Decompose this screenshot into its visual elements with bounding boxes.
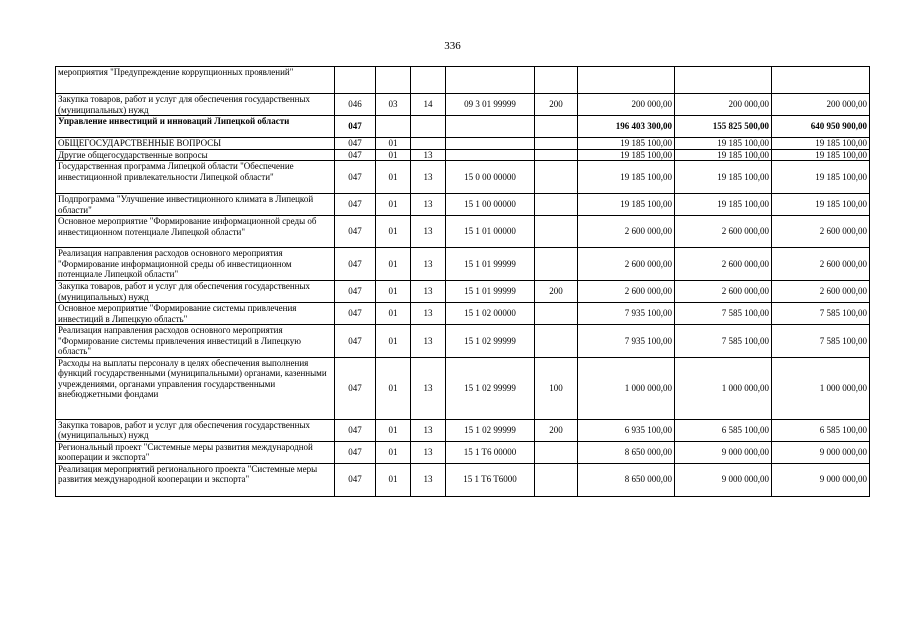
ministry-code: 047	[335, 463, 376, 496]
amount-year3: 9 000 000,00	[772, 441, 870, 463]
amount-year3: 19 185 100,00	[772, 161, 870, 194]
amount-year2: 19 185 100,00	[675, 149, 772, 161]
amount-year2: 7 585 100,00	[675, 303, 772, 325]
ministry-code: 047	[335, 194, 376, 216]
ministry-code: 047	[335, 325, 376, 358]
expense-type-code	[535, 216, 578, 248]
amount-year3: 19 185 100,00	[772, 138, 870, 150]
amount-year1: 196 403 300,00	[578, 116, 675, 138]
table-row	[56, 138, 870, 150]
expense-type-code: 200	[535, 419, 578, 441]
amount-year2	[675, 67, 772, 94]
amount-year3: 19 185 100,00	[772, 149, 870, 161]
row-name: Реализация мероприятий регионального проекта "Системные меры развития международной кооперации и экспорта"	[56, 463, 335, 496]
table-row	[56, 116, 870, 138]
section-code: 01	[376, 357, 411, 419]
amount-year3: 640 950 900,00	[772, 116, 870, 138]
table-row	[56, 441, 870, 463]
amount-year1: 1 000 000,00	[578, 357, 675, 419]
ministry-code: 046	[335, 94, 376, 116]
subsection-code: 13	[411, 463, 446, 496]
table-row	[56, 216, 870, 248]
amount-year3: 1 000 000,00	[772, 357, 870, 419]
ministry-code: 047	[335, 303, 376, 325]
subsection-code	[411, 138, 446, 150]
target-code: 15 0 00 00000	[446, 161, 535, 194]
amount-year1: 2 600 000,00	[578, 248, 675, 281]
row-name: Государственная программа Липецкой области "Обеспечение инвестиционной привлекательности Липецкой области"	[56, 161, 335, 194]
amount-year3: 2 600 000,00	[772, 281, 870, 303]
target-code: 15 1 02 99999	[446, 419, 535, 441]
ministry-code: 047	[335, 216, 376, 248]
target-code: 15 1 01 99999	[446, 281, 535, 303]
target-code: 15 1 01 00000	[446, 216, 535, 248]
expense-type-code	[535, 463, 578, 496]
table-row	[56, 419, 870, 441]
table-row	[56, 161, 870, 194]
table-row	[56, 194, 870, 216]
expense-type-code	[535, 161, 578, 194]
expense-type-code	[535, 149, 578, 161]
row-name: Закупка товаров, работ и услуг для обеспечения государственных (муниципальных) нужд	[56, 94, 335, 116]
ministry-code: 047	[335, 248, 376, 281]
subsection-code: 13	[411, 303, 446, 325]
table-row	[56, 248, 870, 281]
section-code: 01	[376, 441, 411, 463]
row-name: Расходы на выплаты персоналу в целях обеспечения выполнения функций государственными (муниципальными) органами, казенными учреждениями, органами управления государственными внебюджетными фондами	[56, 357, 335, 419]
amount-year2: 19 185 100,00	[675, 161, 772, 194]
row-name: Закупка товаров, работ и услуг для обеспечения государственных (муниципальных) нужд	[56, 419, 335, 441]
amount-year1: 2 600 000,00	[578, 281, 675, 303]
row-name: Основное мероприятие "Формирование системы привлечения инвестиций в Липецкую область"	[56, 303, 335, 325]
target-code	[446, 116, 535, 138]
table-row	[56, 94, 870, 116]
table-row	[56, 67, 870, 94]
table-row	[56, 303, 870, 325]
subsection-code: 14	[411, 94, 446, 116]
section-code: 01	[376, 248, 411, 281]
amount-year3: 2 600 000,00	[772, 216, 870, 248]
row-name: Подпрограмма "Улучшение инвестиционного климата в Липецкой области"	[56, 194, 335, 216]
subsection-code: 13	[411, 419, 446, 441]
amount-year2: 2 600 000,00	[675, 248, 772, 281]
amount-year2: 7 585 100,00	[675, 325, 772, 358]
amount-year1: 19 185 100,00	[578, 149, 675, 161]
target-code	[446, 138, 535, 150]
expense-type-code	[535, 441, 578, 463]
section-code: 01	[376, 325, 411, 358]
row-name: Управление инвестиций и инноваций Липецкой области	[56, 116, 335, 138]
amount-year1: 7 935 100,00	[578, 303, 675, 325]
table-row	[56, 325, 870, 358]
section-code: 01	[376, 138, 411, 150]
budget-table	[55, 66, 870, 497]
section-code: 01	[376, 194, 411, 216]
section-code	[376, 116, 411, 138]
amount-year3: 6 585 100,00	[772, 419, 870, 441]
row-name: Реализация направления расходов основного мероприятия "Формирование информационной среды об инвестиционном потенциале Липецкой области"	[56, 248, 335, 281]
expense-type-code	[535, 67, 578, 94]
row-name: Реализация направления расходов основного мероприятия "Формирование системы привлечения инвестиций в Липецкую область"	[56, 325, 335, 358]
expense-type-code	[535, 303, 578, 325]
section-code: 01	[376, 216, 411, 248]
amount-year3	[772, 67, 870, 94]
target-code	[446, 67, 535, 94]
amount-year1: 7 935 100,00	[578, 325, 675, 358]
row-name: мероприятия "Предупреждение коррупционных проявлений"	[56, 67, 335, 94]
target-code	[446, 149, 535, 161]
section-code: 01	[376, 161, 411, 194]
amount-year2: 2 600 000,00	[675, 281, 772, 303]
amount-year1: 200 000,00	[578, 94, 675, 116]
ministry-code: 047	[335, 441, 376, 463]
row-name: ОБЩЕГОСУДАРСТВЕННЫЕ ВОПРОСЫ	[56, 138, 335, 150]
amount-year2: 9 000 000,00	[675, 441, 772, 463]
expense-type-code: 200	[535, 94, 578, 116]
amount-year2: 19 185 100,00	[675, 138, 772, 150]
amount-year2: 2 600 000,00	[675, 216, 772, 248]
row-name: Закупка товаров, работ и услуг для обеспечения государственных (муниципальных) нужд	[56, 281, 335, 303]
subsection-code: 13	[411, 161, 446, 194]
amount-year2: 9 000 000,00	[675, 463, 772, 496]
ministry-code: 047	[335, 281, 376, 303]
subsection-code	[411, 67, 446, 94]
ministry-code: 047	[335, 357, 376, 419]
ministry-code: 047	[335, 149, 376, 161]
ministry-code	[335, 67, 376, 94]
target-code: 15 1 T6 00000	[446, 441, 535, 463]
row-name: Основное мероприятие "Формирование информационной среды об инвестиционном потенциале Липецкой области"	[56, 216, 335, 248]
amount-year1: 6 935 100,00	[578, 419, 675, 441]
amount-year1: 8 650 000,00	[578, 441, 675, 463]
expense-type-code	[535, 116, 578, 138]
ministry-code: 047	[335, 161, 376, 194]
section-code: 01	[376, 419, 411, 441]
target-code: 15 1 02 99999	[446, 325, 535, 358]
row-name: Региональный проект "Системные меры развития международной кооперации и экспорта"	[56, 441, 335, 463]
amount-year1: 2 600 000,00	[578, 216, 675, 248]
subsection-code: 13	[411, 357, 446, 419]
subsection-code: 13	[411, 216, 446, 248]
subsection-code: 13	[411, 194, 446, 216]
amount-year2: 200 000,00	[675, 94, 772, 116]
target-code: 15 1 01 99999	[446, 248, 535, 281]
section-code: 01	[376, 281, 411, 303]
table-row	[56, 463, 870, 496]
amount-year1: 19 185 100,00	[578, 138, 675, 150]
subsection-code: 13	[411, 281, 446, 303]
section-code: 03	[376, 94, 411, 116]
table-row	[56, 357, 870, 419]
subsection-code	[411, 116, 446, 138]
target-code: 15 1 02 99999	[446, 357, 535, 419]
expense-type-code	[535, 248, 578, 281]
target-code: 15 1 02 00000	[446, 303, 535, 325]
expense-type-code	[535, 194, 578, 216]
amount-year2: 155 825 500,00	[675, 116, 772, 138]
target-code: 09 3 01 99999	[446, 94, 535, 116]
amount-year1: 19 185 100,00	[578, 161, 675, 194]
amount-year1: 8 650 000,00	[578, 463, 675, 496]
expense-type-code: 200	[535, 281, 578, 303]
amount-year3: 7 585 100,00	[772, 325, 870, 358]
expense-type-code: 100	[535, 357, 578, 419]
amount-year3: 9 000 000,00	[772, 463, 870, 496]
target-code: 15 1 00 00000	[446, 194, 535, 216]
target-code: 15 1 T6 T6000	[446, 463, 535, 496]
ministry-code: 047	[335, 419, 376, 441]
expense-type-code	[535, 325, 578, 358]
amount-year2: 1 000 000,00	[675, 357, 772, 419]
amount-year3: 19 185 100,00	[772, 194, 870, 216]
page-number: 336	[444, 40, 461, 52]
amount-year2: 19 185 100,00	[675, 194, 772, 216]
subsection-code: 13	[411, 248, 446, 281]
amount-year1: 19 185 100,00	[578, 194, 675, 216]
ministry-code: 047	[335, 138, 376, 150]
section-code	[376, 67, 411, 94]
table-row	[56, 281, 870, 303]
amount-year3: 7 585 100,00	[772, 303, 870, 325]
section-code: 01	[376, 303, 411, 325]
subsection-code: 13	[411, 149, 446, 161]
ministry-code: 047	[335, 116, 376, 138]
expense-type-code	[535, 138, 578, 150]
section-code: 01	[376, 149, 411, 161]
amount-year2: 6 585 100,00	[675, 419, 772, 441]
amount-year3: 2 600 000,00	[772, 248, 870, 281]
row-name: Другие общегосударственные вопросы	[56, 149, 335, 161]
subsection-code: 13	[411, 441, 446, 463]
amount-year3: 200 000,00	[772, 94, 870, 116]
table-row	[56, 149, 870, 161]
amount-year1	[578, 67, 675, 94]
section-code: 01	[376, 463, 411, 496]
subsection-code: 13	[411, 325, 446, 358]
